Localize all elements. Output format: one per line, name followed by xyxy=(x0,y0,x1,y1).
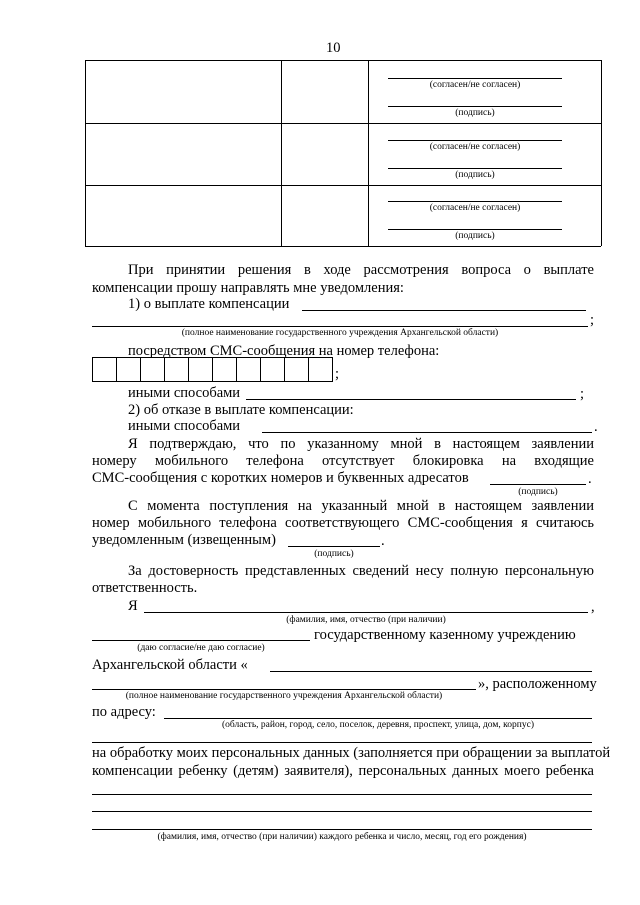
confirm-signature-hint: (подпись) xyxy=(518,487,558,497)
signature-field[interactable] xyxy=(388,106,562,107)
period-3: . xyxy=(381,533,385,549)
processing-line-1: на обработку моих персональных данных (заполняется при обращении за выплатой xyxy=(92,745,611,761)
institution-name-hint: (полное наименование государственного учреждения Архангельской области) xyxy=(125,691,443,701)
agree-field[interactable] xyxy=(388,140,562,141)
address-field-2[interactable] xyxy=(92,742,592,743)
moment-line-3: уведомленным (извещенным) xyxy=(92,532,276,548)
phone-digit-cell[interactable] xyxy=(116,357,141,382)
other-ways-field-2[interactable] xyxy=(262,432,592,433)
phone-digit-cell[interactable] xyxy=(212,357,237,382)
institution-name-field-2[interactable] xyxy=(92,689,476,690)
signature-field[interactable] xyxy=(388,168,562,169)
item-2-label: 2) об отказе в выплате компенсации: xyxy=(128,402,354,418)
period-1: . xyxy=(594,419,598,435)
located-label: », расположенному xyxy=(478,676,597,692)
item-1-field[interactable] xyxy=(302,310,586,311)
phone-digit-cell[interactable] xyxy=(260,357,285,382)
semicolon-1: ; xyxy=(590,312,595,328)
institution-hint: (полное наименование государственного учреждения Архангельской области) xyxy=(181,328,499,338)
children-field-3[interactable] xyxy=(92,829,592,830)
agree-hint: (согласен/не согласен) xyxy=(429,80,521,90)
fio-field[interactable] xyxy=(144,612,588,613)
consent-hint: (даю согласие/не даю согласие) xyxy=(137,643,265,653)
agree-hint: (согласен/не согласен) xyxy=(429,203,521,213)
phone-digit-cell[interactable] xyxy=(284,357,309,382)
signature-field[interactable] xyxy=(388,229,562,230)
i-label: Я xyxy=(128,598,138,614)
confirm-line-1: Я подтверждаю, что по указанному мной в настоящем заявлении xyxy=(128,436,594,452)
children-field-2[interactable] xyxy=(92,811,592,812)
comma: , xyxy=(591,599,595,615)
semicolon-2: ; xyxy=(335,366,340,382)
signature-hint: (подпись) xyxy=(455,170,495,180)
consent-field[interactable] xyxy=(92,640,310,641)
agree-field[interactable] xyxy=(388,78,562,79)
semicolon-3: ; xyxy=(580,386,585,402)
phone-digit-cell[interactable] xyxy=(164,357,189,382)
institution-name-field-1[interactable] xyxy=(270,671,592,672)
children-field-1[interactable] xyxy=(92,794,592,795)
moment-signature-hint: (подпись) xyxy=(314,549,354,559)
signature-hint: (подпись) xyxy=(455,108,495,118)
reliability-line-2: ответственность. xyxy=(92,580,198,596)
kazennoe-label: государственному казенному учреждению xyxy=(314,627,576,643)
phone-digit-cell[interactable] xyxy=(140,357,165,382)
moment-signature-field[interactable] xyxy=(288,546,380,547)
address-label: по адресу: xyxy=(92,704,156,720)
confirm-signature-field[interactable] xyxy=(490,484,586,485)
other-ways-label-1: иными способами xyxy=(128,385,241,401)
agree-hint: (согласен/не согласен) xyxy=(429,142,521,152)
arkh-region-label: Архангельской области « xyxy=(92,657,248,673)
address-field-1[interactable] xyxy=(164,718,592,719)
signature-hint: (подпись) xyxy=(455,231,495,241)
item-1-label: 1) о выплате компенсации xyxy=(128,296,290,312)
agree-field[interactable] xyxy=(388,201,562,202)
intro-line-1: При принятии решения в ходе рассмотрения вопроса о выплате xyxy=(128,262,594,278)
page-number: 10 xyxy=(326,40,341,56)
moment-line-2: номер мобильного телефона соответствующего СМС-сообщения я считаюсь xyxy=(92,515,594,531)
phone-number-cells[interactable] xyxy=(92,357,332,382)
other-ways-label-2: иными способами xyxy=(128,418,241,434)
phone-digit-cell[interactable] xyxy=(236,357,261,382)
children-hint: (фамилия, имя, отчество (при наличии) каждого ребенка и число, месяц, год его рождения) xyxy=(157,832,527,842)
phone-digit-cell[interactable] xyxy=(188,357,213,382)
reliability-line-1: За достоверность представленных сведений несу полную персональную xyxy=(128,563,594,579)
confirm-line-3: СМС-сообщения с коротких номеров и буквенных адресатов xyxy=(92,470,469,486)
processing-line-2: компенсации ребенку (детям) заявителя), персональных данных моего ребенка xyxy=(92,763,594,779)
address-hint: (область, район, город, село, поселок, деревня, проспект, улица, дом, корпус) xyxy=(222,720,534,730)
period-2: . xyxy=(588,471,592,487)
phone-digit-cell[interactable] xyxy=(308,357,333,382)
moment-line-1: С момента поступления на указанный мной в настоящем заявлении xyxy=(128,498,594,514)
confirm-line-2: номеру мобильного телефона отсутствует блокировка на входящие xyxy=(92,453,594,469)
other-ways-field-1[interactable] xyxy=(246,399,576,400)
institution-field[interactable] xyxy=(92,326,588,327)
fio-hint: (фамилия, имя, отчество (при наличии) xyxy=(286,615,446,625)
sms-label: посредством СМС-сообщения на номер телефона: xyxy=(128,343,440,359)
phone-digit-cell[interactable] xyxy=(92,357,117,382)
intro-line-2: компенсации прошу направлять мне уведомления: xyxy=(92,280,404,296)
